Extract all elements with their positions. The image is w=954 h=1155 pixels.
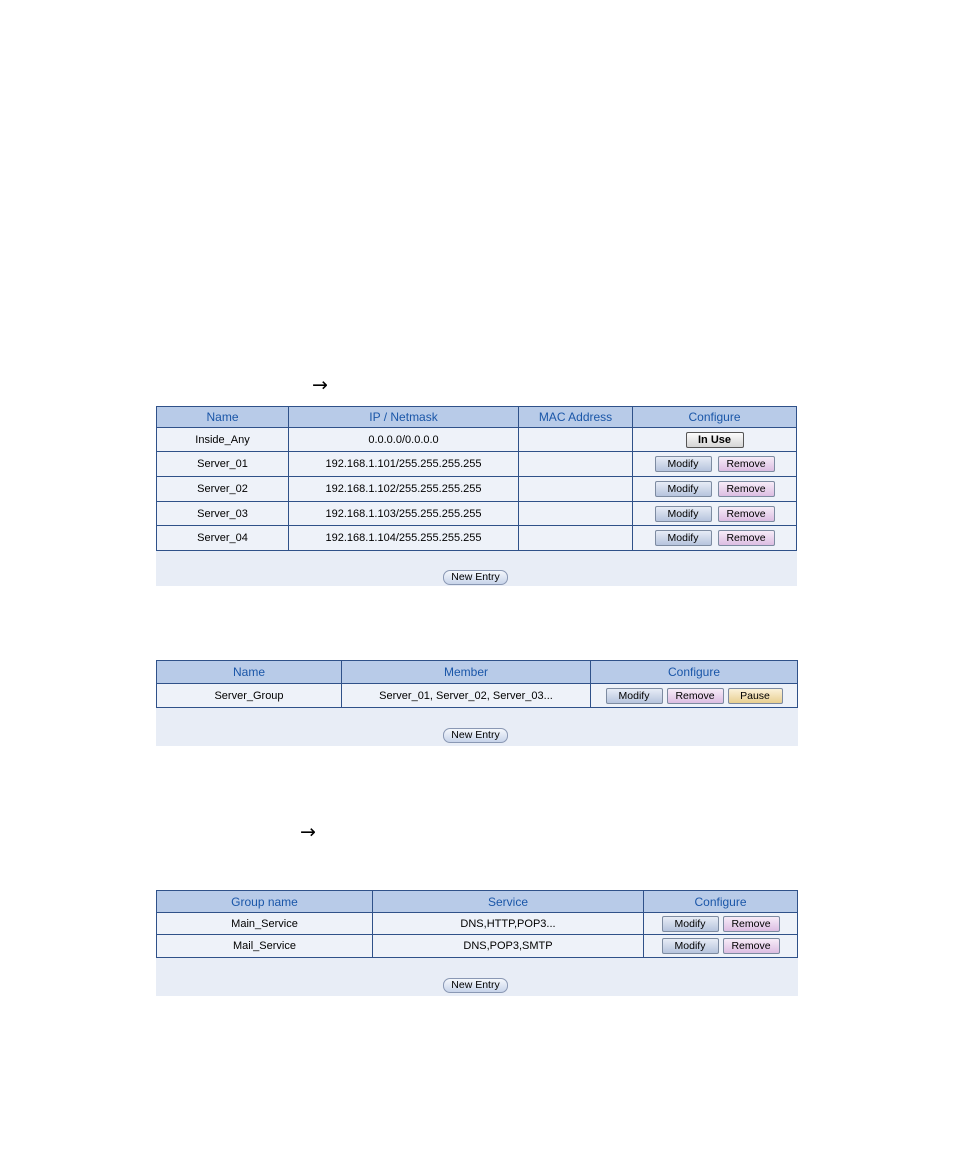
cell-member: Server_01, Server_02, Server_03...: [342, 684, 591, 708]
table-row: [157, 502, 797, 526]
cell-group-name: Main_Service: [157, 913, 373, 935]
service-table: [156, 890, 798, 958]
cell-mac: [519, 452, 633, 477]
col-header-ip-netmask: IP / Netmask: [289, 407, 519, 428]
new-entry-button[interactable]: New Entry: [443, 978, 508, 993]
cell-ip: 192.168.1.101/255.255.255.255: [289, 452, 519, 477]
group-table: [156, 660, 798, 708]
cell-service: DNS,POP3,SMTP: [373, 935, 644, 958]
cell-name: Server_03: [157, 502, 289, 526]
cell-configure: [644, 913, 798, 935]
cell-service: DNS,HTTP,POP3...: [373, 913, 644, 935]
cell-configure: [633, 452, 797, 477]
address-table: [156, 406, 797, 551]
cell-name: Server_04: [157, 526, 289, 551]
remove-button[interactable]: Remove: [718, 530, 775, 546]
table-row: [157, 913, 798, 935]
cell-group-name: Mail_Service: [157, 935, 373, 958]
service-table-panel: [156, 890, 798, 996]
address-table-panel: [156, 406, 797, 586]
table-row: [157, 477, 797, 502]
col-header-service: Service: [373, 891, 644, 913]
new-entry-button[interactable]: New Entry: [443, 728, 508, 743]
cell-name: Server_01: [157, 452, 289, 477]
table-row: [157, 684, 798, 708]
cell-ip: 192.168.1.103/255.255.255.255: [289, 502, 519, 526]
remove-button[interactable]: Remove: [723, 938, 780, 954]
right-arrow-icon: →: [312, 374, 328, 396]
col-header-name: Name: [157, 661, 342, 684]
col-header-group-name: Group name: [157, 891, 373, 913]
right-arrow-icon: →: [300, 821, 316, 843]
new-entry-button[interactable]: New Entry: [443, 570, 508, 585]
cell-name: Inside_Any: [157, 428, 289, 452]
col-header-configure: Configure: [591, 661, 798, 684]
remove-button[interactable]: Remove: [718, 506, 775, 522]
cell-configure: [591, 684, 798, 708]
cell-ip: 192.168.1.102/255.255.255.255: [289, 477, 519, 502]
cell-configure: [633, 477, 797, 502]
cell-mac: [519, 502, 633, 526]
cell-name: Server_Group: [157, 684, 342, 708]
cell-mac: [519, 477, 633, 502]
cell-name: Server_02: [157, 477, 289, 502]
cell-mac: [519, 428, 633, 452]
cell-mac: [519, 526, 633, 551]
remove-button[interactable]: Remove: [718, 481, 775, 497]
modify-button[interactable]: Modify: [655, 530, 712, 546]
table-row: [157, 935, 798, 958]
modify-button[interactable]: Modify: [655, 506, 712, 522]
modify-button[interactable]: Modify: [662, 916, 719, 932]
modify-button[interactable]: Modify: [662, 938, 719, 954]
pause-button[interactable]: Pause: [728, 688, 783, 704]
remove-button[interactable]: Remove: [667, 688, 724, 704]
modify-button[interactable]: Modify: [655, 481, 712, 497]
col-header-configure: Configure: [644, 891, 798, 913]
cell-configure: [633, 428, 797, 452]
table-row: [157, 526, 797, 551]
modify-button[interactable]: Modify: [606, 688, 663, 704]
group-table-panel: [156, 660, 798, 746]
remove-button[interactable]: Remove: [718, 456, 775, 472]
modify-button[interactable]: Modify: [655, 456, 712, 472]
table-row: [157, 452, 797, 477]
col-header-member: Member: [342, 661, 591, 684]
table-row: [157, 428, 797, 452]
col-header-name: Name: [157, 407, 289, 428]
cell-ip: 0.0.0.0/0.0.0.0: [289, 428, 519, 452]
cell-configure: [633, 502, 797, 526]
cell-configure: [633, 526, 797, 551]
cell-ip: 192.168.1.104/255.255.255.255: [289, 526, 519, 551]
remove-button[interactable]: Remove: [723, 916, 780, 932]
col-header-mac-address: MAC Address: [519, 407, 633, 428]
cell-configure: [644, 935, 798, 958]
in-use-button[interactable]: In Use: [686, 432, 744, 448]
col-header-configure: Configure: [633, 407, 797, 428]
